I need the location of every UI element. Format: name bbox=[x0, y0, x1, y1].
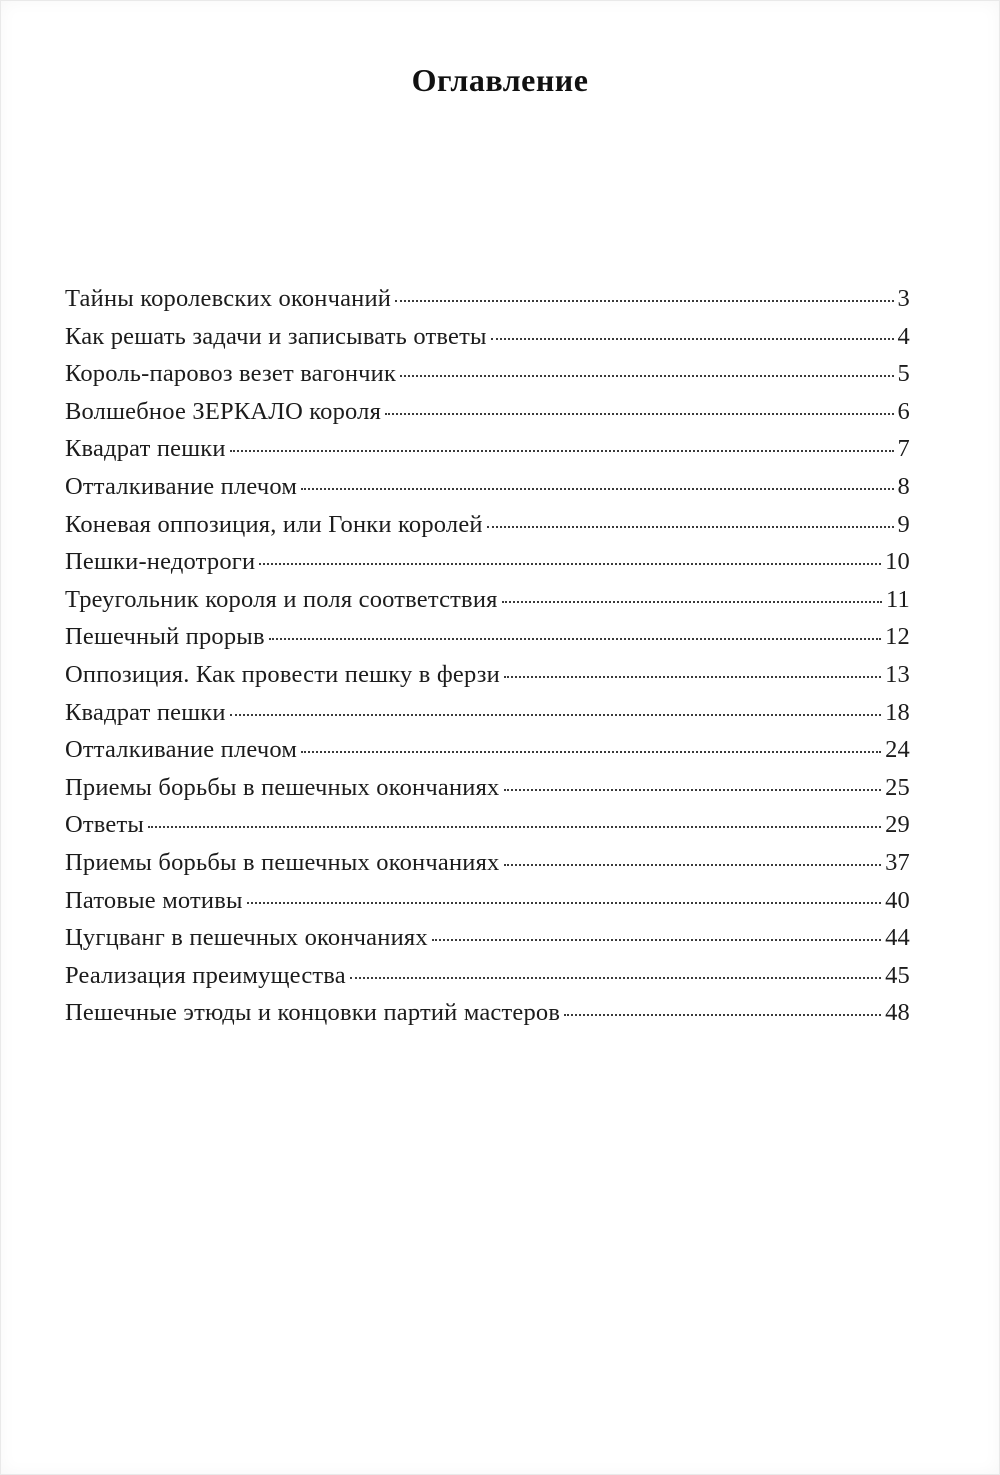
toc-entry bbox=[65, 699, 910, 737]
dot-leader bbox=[301, 751, 881, 753]
dot-leader bbox=[432, 939, 881, 941]
toc-entry-label: Квадрат пешки bbox=[65, 435, 226, 463]
toc-entry-label: Пешечный прорыв bbox=[65, 623, 265, 651]
toc-entry bbox=[65, 924, 910, 962]
toc-entry-label: Пешечные этюды и концовки партий мастеров bbox=[65, 999, 561, 1027]
toc-entry bbox=[65, 285, 910, 323]
toc-entry-page-number: 5 bbox=[897, 360, 910, 388]
toc-entry bbox=[65, 586, 910, 624]
toc-entry-page-number: 45 bbox=[885, 961, 910, 989]
page-title: Оглавление bbox=[411, 62, 589, 98]
toc-entry bbox=[65, 548, 910, 586]
toc-entry-page-number: 25 bbox=[885, 773, 910, 801]
toc-entry-page-number: 9 bbox=[897, 510, 910, 538]
table-of-contents bbox=[0, 285, 1000, 1037]
dot-leader bbox=[247, 902, 881, 904]
toc-entry-label: Ответы bbox=[65, 811, 145, 839]
toc-entry-page-number: 37 bbox=[885, 848, 910, 876]
toc-entry-page-number: 11 bbox=[886, 585, 910, 613]
dot-leader bbox=[564, 1014, 881, 1016]
toc-entry-label: Приемы борьбы в пешечных окончаниях bbox=[65, 773, 500, 801]
toc-entry-page-number: 18 bbox=[885, 698, 910, 726]
dot-leader bbox=[148, 826, 881, 828]
toc-entry-label: Приемы борьбы в пешечных окончаниях bbox=[65, 848, 500, 876]
toc-entry bbox=[65, 623, 910, 661]
toc-entry bbox=[65, 999, 910, 1037]
dot-leader bbox=[504, 789, 882, 791]
toc-entry-page-number: 13 bbox=[885, 660, 910, 688]
dot-leader bbox=[350, 977, 881, 979]
toc-entry-page-number: 44 bbox=[885, 924, 910, 952]
toc-entry-label: Коневая оппозиция, или Гонки королей bbox=[65, 510, 483, 538]
toc-entry-page-number: 48 bbox=[885, 999, 910, 1027]
dot-leader bbox=[395, 300, 893, 302]
dot-leader bbox=[400, 375, 893, 377]
toc-entry-page-number: 4 bbox=[897, 322, 910, 350]
toc-entry bbox=[65, 323, 910, 361]
toc-entry bbox=[65, 435, 910, 473]
dot-leader bbox=[504, 676, 881, 678]
toc-entry-label: Оппозиция. Как провести пешку в ферзи bbox=[65, 660, 500, 688]
dot-leader bbox=[385, 413, 893, 415]
toc-entry-page-number: 7 bbox=[897, 435, 910, 463]
toc-entry-label: Патовые мотивы bbox=[65, 886, 243, 914]
toc-entry-label: Квадрат пешки bbox=[65, 698, 226, 726]
toc-entry-page-number: 10 bbox=[885, 548, 910, 576]
toc-entry-label: Король-паровоз везет вагончик bbox=[65, 360, 397, 388]
toc-entry bbox=[65, 473, 910, 511]
toc-entry-label: Треугольник короля и поля соответствия bbox=[65, 585, 498, 613]
toc-entry-page-number: 12 bbox=[885, 623, 910, 651]
toc-entry bbox=[65, 661, 910, 699]
toc-entry bbox=[65, 849, 910, 887]
toc-entry-label: Пешки-недотроги bbox=[65, 548, 256, 576]
toc-entry-page-number: 6 bbox=[897, 397, 910, 425]
toc-entry bbox=[65, 774, 910, 812]
toc-entry bbox=[65, 511, 910, 549]
toc-entry-label: Отталкивание плечом bbox=[65, 736, 298, 764]
toc-entry-page-number: 8 bbox=[897, 472, 910, 500]
toc-entry-label: Реализация преимущества bbox=[65, 961, 346, 989]
dot-leader bbox=[301, 488, 893, 490]
toc-entry-label: Тайны королевских окончаний bbox=[65, 285, 392, 312]
dot-leader bbox=[491, 338, 894, 340]
dot-leader bbox=[259, 563, 881, 565]
dot-leader bbox=[269, 638, 881, 640]
toc-entry bbox=[65, 887, 910, 925]
toc-entry-label: Волшебное ЗЕРКАЛО короля bbox=[65, 397, 382, 425]
toc-entry bbox=[65, 736, 910, 774]
dot-leader bbox=[230, 450, 894, 452]
toc-entry-page-number: 24 bbox=[885, 736, 910, 764]
toc-entry bbox=[65, 962, 910, 1000]
toc-entry-label: Цугцванг в пешечных окончаниях bbox=[65, 924, 428, 952]
toc-entry-page-number: 40 bbox=[885, 886, 910, 914]
toc-entry-label: Как решать задачи и записывать ответы bbox=[65, 322, 487, 350]
toc-entry bbox=[65, 811, 910, 849]
toc-entry bbox=[65, 360, 910, 398]
dot-leader bbox=[502, 601, 882, 603]
dot-leader bbox=[230, 714, 881, 716]
dot-leader bbox=[487, 526, 894, 528]
toc-entry-label: Отталкивание плечом bbox=[65, 472, 298, 500]
toc-entry-page-number: 3 bbox=[897, 285, 910, 312]
dot-leader bbox=[504, 864, 882, 866]
toc-entry bbox=[65, 398, 910, 436]
toc-entry-page-number: 29 bbox=[885, 811, 910, 839]
